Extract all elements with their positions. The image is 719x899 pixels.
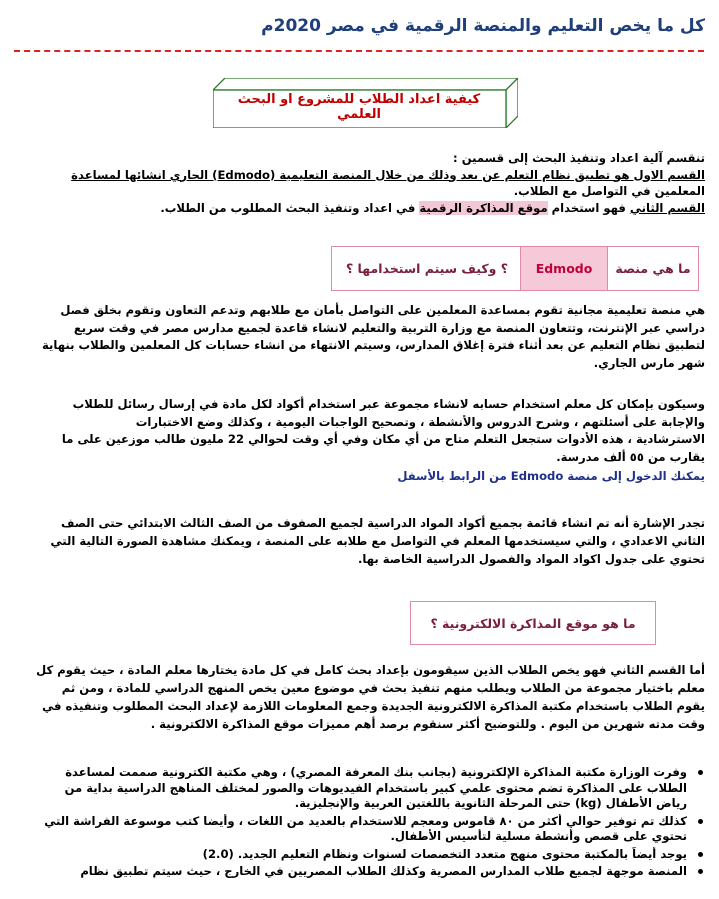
list-item-line: يوجد أيضاً بالمكتبة محتوى منهج متعدد التخصصات لسنوات ونظام التعليم الجديد. (2.0) (202, 846, 687, 861)
paragraph-line: يقوم الطلاب باستخدام مكتبة المذاكرة الالكترونية الجديدة وجمع المعلومات اللازمة لإعداد البحث المطلوب وتنفيذه في (42, 699, 705, 713)
bullet-icon (698, 869, 703, 874)
edmodo-link-line[interactable]: يمكنك الدخول إلى منصة Edmodo من الرابط بالأسفل (397, 469, 705, 483)
paragraph-line: الاسترشادية ، هذه الأدوات ستجعل التعلم متاح من أي مكان وفي أي وقت لحوالي 22 مليون طالب موزعين على ما (61, 432, 705, 446)
part-two-label: القسم الثاني (629, 200, 705, 215)
intro-paragraph (15, 150, 705, 216)
paragraph-line: وقت مدته شهرين من اليوم . وللتوضيح أكثر سنقوم برصد أهم مميزات موقع المذاكرة الالكترونية . (150, 717, 705, 731)
list-item-line: الطلاب على المذاكرة تضم محتوى علمي كبير باستخدام الفيديوهات والصور لمختلف المناهج الدراسية بداية من (64, 780, 687, 795)
page-title: كل ما يخص التعليم والمنصة الرقمية في مصر 2020م (261, 16, 705, 36)
intro-line-text: القسم الاول هو تطبيق نظام التعلم عن بعد وذلك من خلال المنصة التعليمية (Edmodo) الجاري انشائها لمساعدة (71, 167, 705, 182)
paragraph-line: أما القسم الثاني فهو يخص الطلاب الذين سيقومون بإعداد بحث كامل في كل مادة يختارها معلم المادة ، حيث يقوم كل (36, 663, 705, 677)
paragraph-line: تحتوي على جدول اكواد المواد والفصول الدراسية الخاصة بها. (357, 552, 705, 566)
intro-line-text: فهو استخدام (547, 200, 630, 215)
list-item (15, 864, 705, 880)
bullet-icon (698, 770, 703, 775)
highlighted-term: موقع المذاكرة الرقمية (419, 200, 548, 215)
intro-line: المعلمين في التواصل مع الطلاب. (513, 184, 705, 198)
features-list (15, 765, 705, 880)
intro-line: تنقسم آلية اعداد وتنفيذ البحث إلى قسمين : (453, 151, 705, 165)
teacher-usage-paragraph (15, 396, 705, 466)
intro-line (15, 200, 705, 217)
intro-line (15, 167, 705, 184)
paragraph-line: وسيكون بإمكان كل معلم استخدام حسابه لانشاء مجموعة عبر استخدام أكواد لكل مادة في إرسال رسائل للطلاب (72, 397, 705, 411)
section-two-box (410, 601, 656, 645)
paragraph-line: معلم باختيار مجموعة من الطلاب ويطلب منهم تنفيذ بحث في موضوع معين يخص المنهج الدراسي للمادة ، ومن ثم (61, 681, 705, 695)
list-item-line: المنصة موجهة لجميع طلاب المدارس المصرية وكذلك الطلاب المصريين في الخارج ، حيث سيتم تطبيق نظام (80, 864, 687, 878)
paragraph-line: لتطبيق نظام التعليم عن بعد أثناء فترة إغلاق المدارس، وسيتم الانتهاء من انشاء حسابات كل المعلمين والطلاب بنهاية (42, 338, 705, 352)
bullet-icon (698, 819, 703, 824)
section-title-box (213, 78, 518, 128)
question-cell: ؟ وكيف سيتم استخدامها ؟ (345, 261, 509, 276)
list-item-line: تحتوي على قصص وأنشطة مسلية لتأسيس الأطفال. (390, 829, 687, 843)
list-item (15, 765, 705, 812)
list-item (15, 847, 705, 863)
paragraph-line: تجدر الإشارة أنه تم انشاء قائمة بجميع أكواد المواد الدراسية لجميع الصفوف من الصف الثالث الابتدائي حتى الصف (60, 516, 705, 530)
title-divider (14, 50, 704, 52)
section-title: كيفية اعداد الطلاب للمشروع او البحث العلمي (237, 92, 481, 122)
section-two-title: ما هو موقع المذاكرة الالكترونية ؟ (430, 615, 636, 631)
codes-paragraph (15, 514, 705, 568)
list-item-line: رياض الأطفال (kg) حتى المرحلة الثانوية باللغتين العربية والإنجليزية. (294, 796, 687, 810)
question-cell: ما هي منصة (615, 261, 691, 276)
part-two-paragraph (15, 661, 705, 733)
edmodo-description (15, 302, 705, 372)
edmodo-cell: Edmodo (520, 247, 608, 290)
paragraph-line: الثاني الاعدادي ، والتي سيستخدمها المعلم في التواصل مع طلابه على المنصة ، ويمكنك مشاهدة الصورة التالية التي (50, 534, 705, 548)
paragraph-line: يقارب من ٥٥ ألف مدرسة. (556, 449, 705, 464)
bullet-icon (698, 852, 703, 857)
paragraph-line: دراسي عبر الإنترنت، وتتعاون المنصة مع وزارة التربية والتعليم لانشاء قاعدة لجميع مدارس مصر في وقت سريع (73, 320, 705, 335)
paragraph-line: شهر مارس الجاري. (593, 355, 705, 370)
list-item-line: وفرت الوزارة مكتبة المذاكرة الإلكترونية (بجانب بنك المعرفة المصري) ، وهي مكتبة الكترونية صممت لمساعدة (65, 765, 687, 779)
intro-line-text: في اعداد وتنفيذ البحث المطلوب من الطلاب. (160, 200, 420, 215)
paragraph-line: والإجابة على أسئلتهم ، وشرح الدروس والأنشطة ، وتصحيح الواجبات اليومية ، وكذلك وضع الاختبارات (135, 414, 705, 429)
edmodo-question-box (331, 246, 699, 291)
list-item-line: كذلك تم توفير حوالي أكثر من ٨٠ قاموس ومعجم للاستخدام بالعديد من اللغات ، وأيضا كتب موسوعة الفراشة التي (44, 813, 687, 828)
list-item (15, 814, 705, 845)
paragraph-line: هي منصة تعليمية مجانية تقوم بمساعدة المعلمين على التواصل بأمان مع طلابهم وتدعم التعاون وتقوم بخلق فصل (60, 303, 705, 317)
